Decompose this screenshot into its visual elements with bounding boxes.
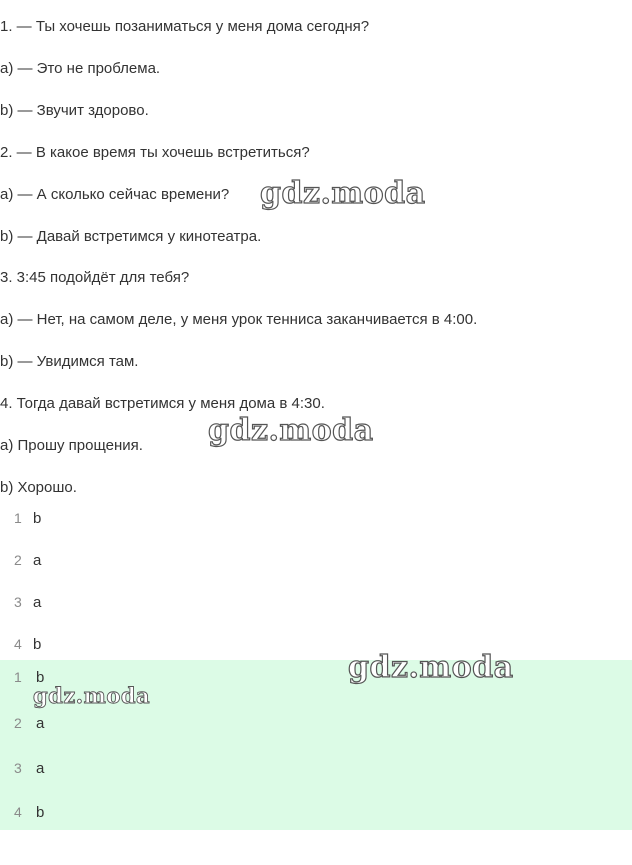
list-number: 3 xyxy=(14,594,22,610)
list-answer: b xyxy=(36,804,45,821)
list-answer: b xyxy=(33,510,42,527)
list-number: 2 xyxy=(14,552,22,568)
list-answer: a xyxy=(36,760,45,777)
list-number: 3 xyxy=(14,760,22,776)
answer-2b: b) — Давай встретимся у кинотеатра. xyxy=(0,228,262,245)
answer-3a: a) — Нет, на самом деле, у меня урок тенниса заканчивается в 4:00. xyxy=(0,311,478,328)
list-answer: a xyxy=(33,594,42,611)
watermark: gdz.moda xyxy=(348,650,514,685)
list-answer: b xyxy=(36,669,45,686)
list-number: 1 xyxy=(14,669,22,685)
answer-1a: a) — Это не проблема. xyxy=(0,60,161,77)
list-number: 4 xyxy=(14,636,22,652)
question-2: 2. — В какое время ты хочешь встретиться? xyxy=(0,144,310,161)
answer-3b: b) — Увидимся там. xyxy=(0,353,139,370)
answer-2a: a) — А сколько сейчас времени? xyxy=(0,186,230,203)
answer-4b: b) Хорошо. xyxy=(0,479,77,496)
list-answer: a xyxy=(33,552,42,569)
watermark: gdz.moda xyxy=(208,413,374,448)
list-number: 4 xyxy=(14,804,22,820)
watermark: gdz.moda xyxy=(260,176,426,211)
question-4: 4. Тогда давай встретимся у меня дома в 4:30. xyxy=(0,395,325,412)
list-number: 2 xyxy=(14,715,22,731)
answer-1b: b) — Звучит здорово. xyxy=(0,102,149,119)
question-3: 3. 3:45 подойдёт для тебя? xyxy=(0,269,190,286)
question-1: 1. — Ты хочешь позаниматься у меня дома сегодня? xyxy=(0,18,370,35)
list-answer: a xyxy=(36,715,45,732)
list-number: 1 xyxy=(14,510,22,526)
list-answer: b xyxy=(33,636,42,653)
answer-4a: a) Прошу прощения. xyxy=(0,437,143,454)
watermark: gdz.moda xyxy=(33,683,151,708)
